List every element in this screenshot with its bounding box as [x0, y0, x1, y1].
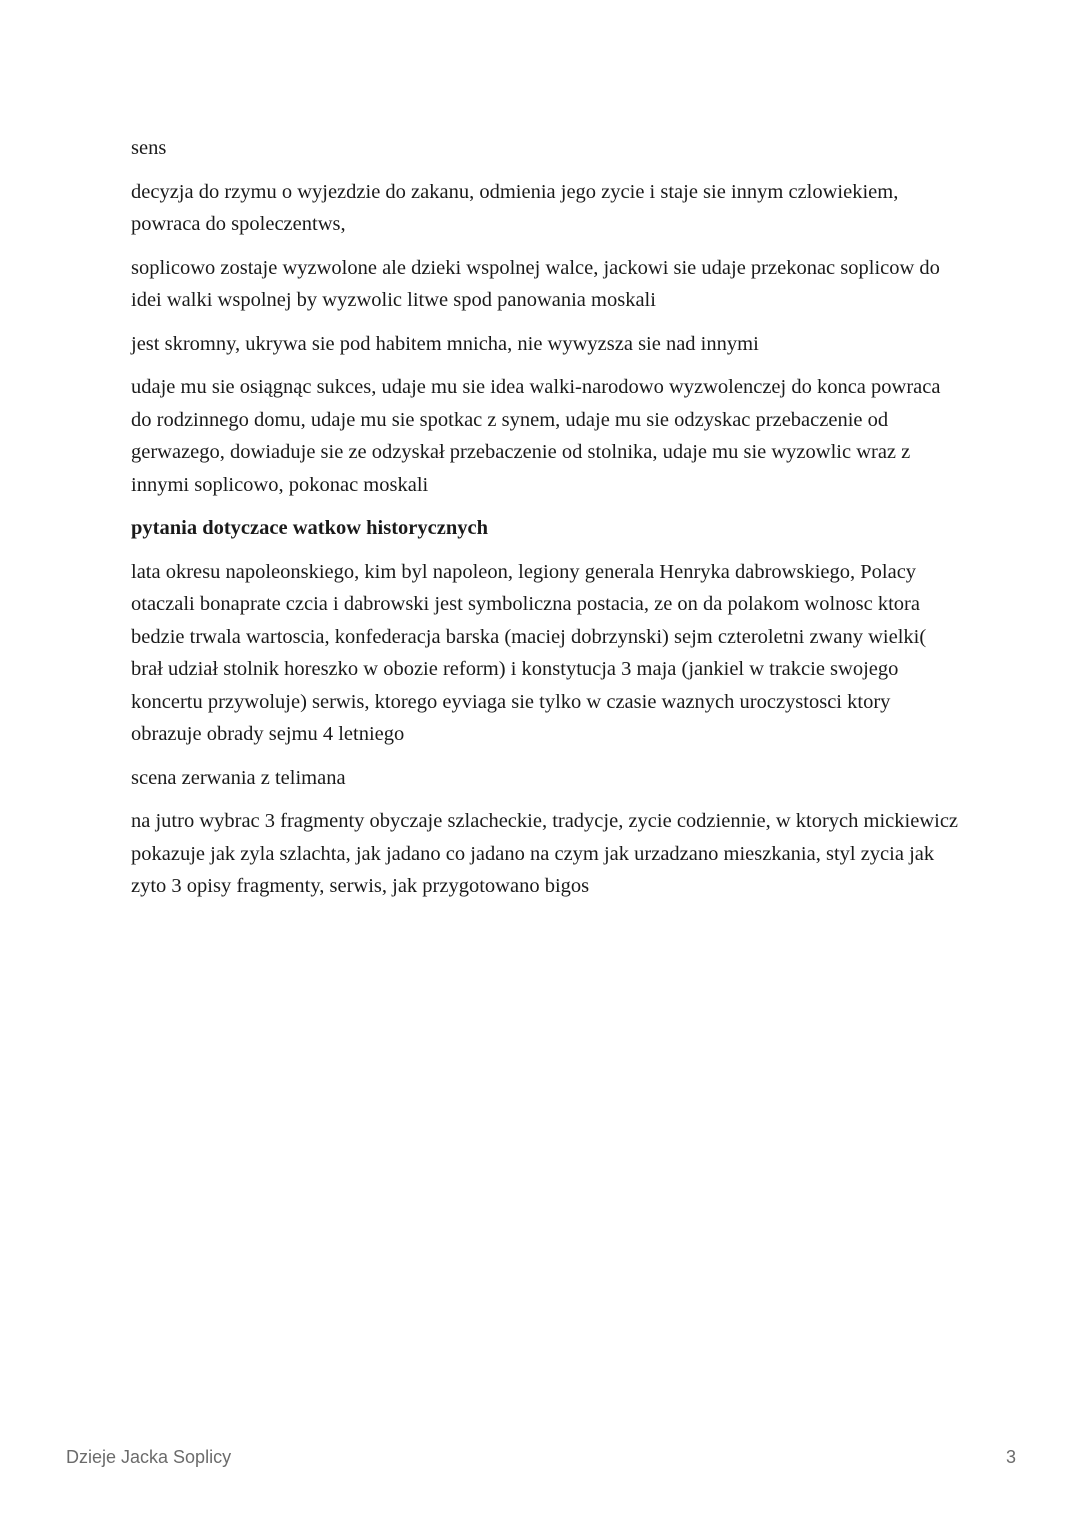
paragraph-decision: decyzja do rzymu o wyjezdzie do zakanu, odmienia jego zycie i staje sie innym czlowiekiem, powraca do spoleczentws, [131, 180, 899, 235]
paragraph-liberation: soplicowo zostaje wyzwolone ale dzieki wspolnej walce, jackowi sie udaje przekonac soplicow do idei walki wspolnej by wyzwolic litwe spod panowania moskali [131, 256, 940, 311]
footer-page-number: 3 [1005, 1447, 1016, 1467]
paragraph-modesty: jest skromny, ukrywa sie pod habitem mnicha, nie wywyzsza sie nad innymi [131, 332, 759, 355]
paragraph-sens: sens [131, 137, 167, 159]
section-heading: pytania dotyczace watkow historycznych [131, 517, 489, 539]
paragraph-history: lata okresu napoleonskiego, kim byl napoleon, legiony generala Henryka dabrowskiego, Polacy otaczali bonaprate czcia i dabrowski jest symboliczna postacia, ze on da polakom wolnosc ktora bedzie trwala wartoscia, konfederacja barska (maciej dobrzynski) sejm czteroletni zwany wielki( brał udział stolnik horeszko w obozie reform) i konstytucja 3 maja (jankiel w trakcie swojego koncertu przywoluje) serwis, ktorego eyviaga sie tylko w czasie waznych uroczystosci ktory obrazuje obrady sejmu 4 letniego [131, 560, 927, 745]
page-body [131, 132, 961, 914]
paragraph-homework: na jutro wybrac 3 fragmenty obyczaje szlacheckie, tradycje, zycie codziennie, w ktorych mickiewicz pokazuje jak zyla szlachta, jak jadano co jadano na czym jak urzadzano mieszkania, styl zycia jak zyto 3 opisy fragmenty, serwis, jak przygotowano bigos [131, 810, 959, 897]
footer-document-title: Dzieje Jacka Soplicy [66, 1447, 232, 1467]
paragraph-success: udaje mu sie osiągnąc sukces, udaje mu sie idea walki-narodowo wyzwolenczej do konca powraca do rodzinnego domu, udaje mu sie spotkac z synem, udaje mu sie odzyskac przebaczenie od gerwazego, dowiaduje sie ze odzyskał przebaczenie od stolnika, udaje mu sie wyzowlic wraz z innymi soplicowo, pokonac moskali [131, 376, 941, 496]
paragraph-telimena: scena zerwania z telimana [131, 766, 346, 789]
